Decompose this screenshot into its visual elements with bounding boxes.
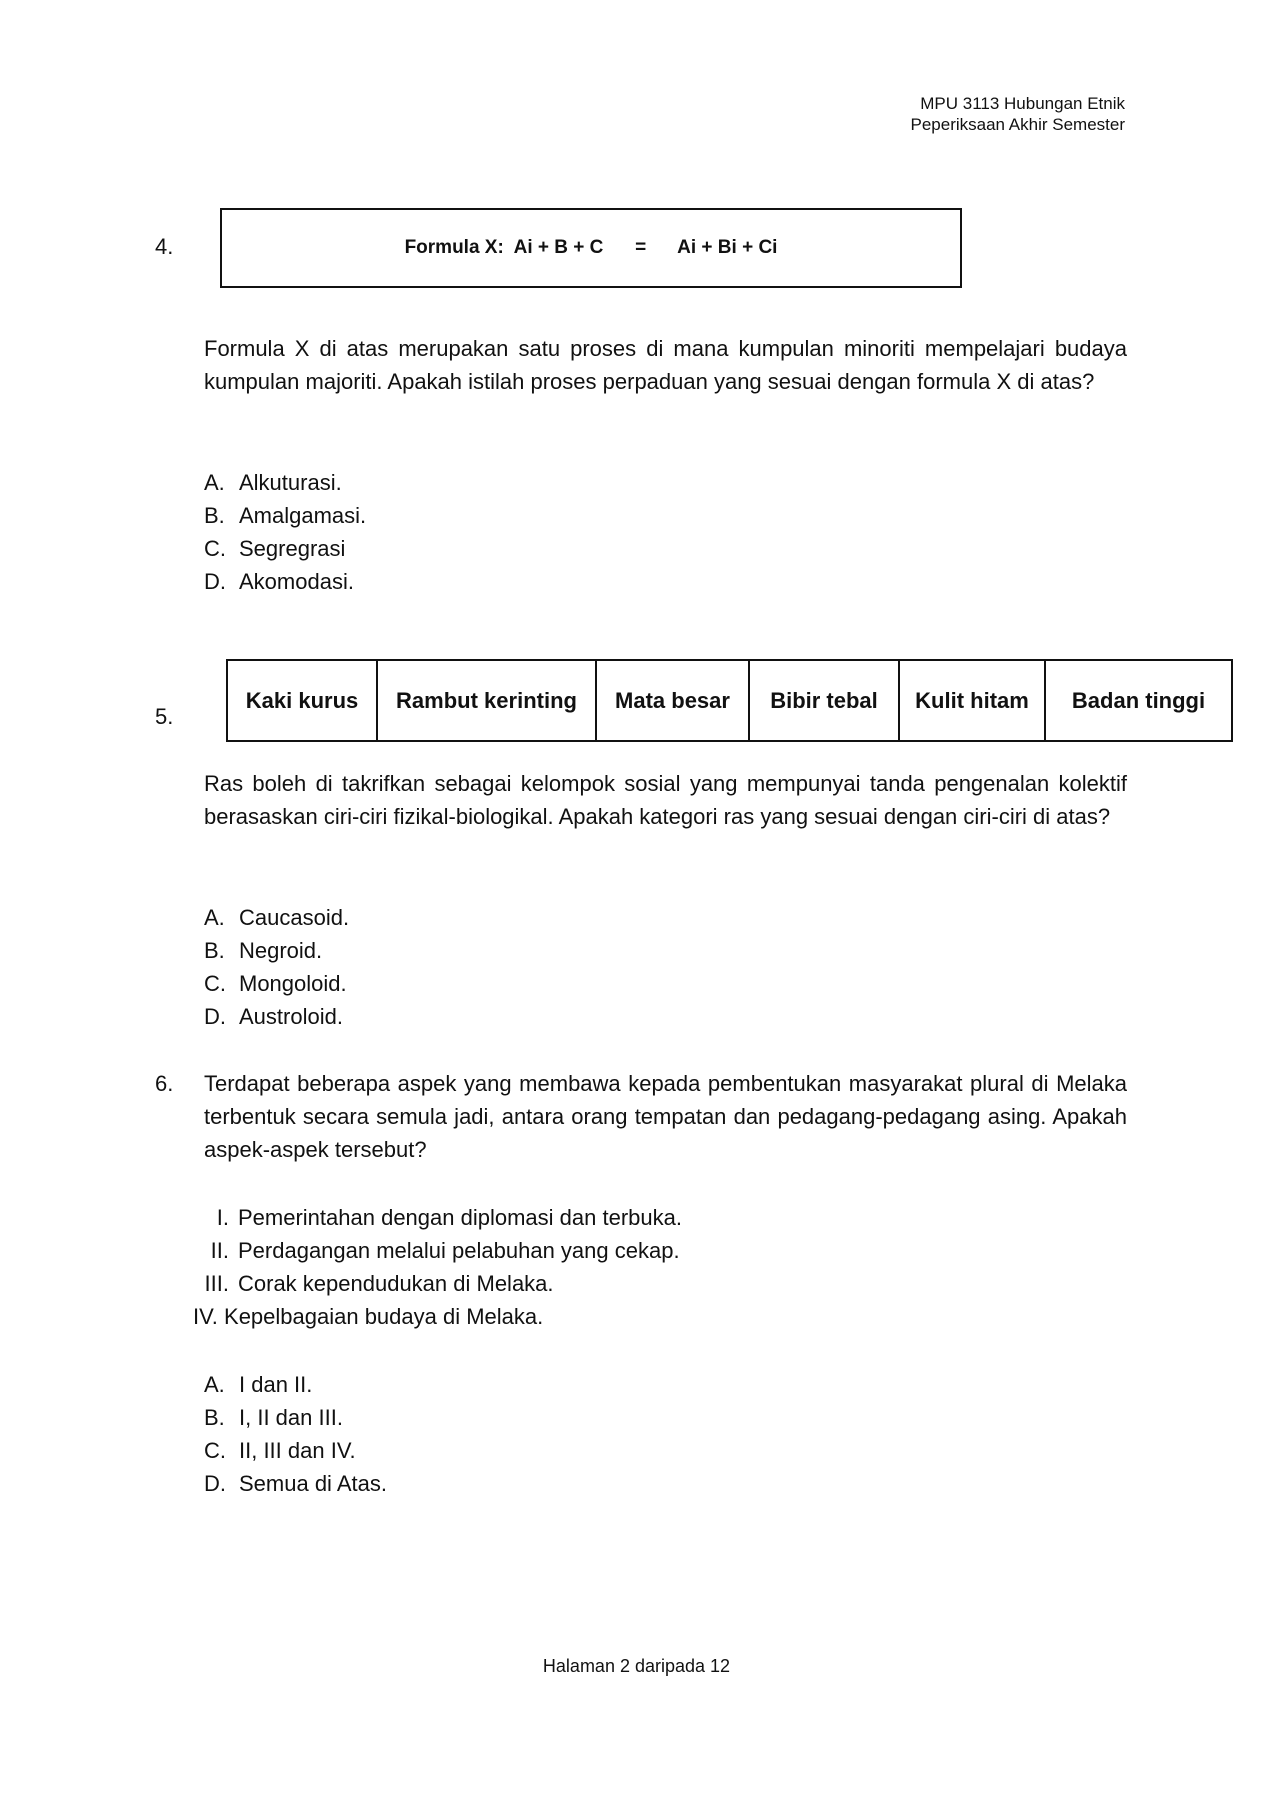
trait-cell: Badan tinggi [1045,660,1232,741]
formula-box [220,208,962,288]
option-c[interactable]: C. Segregrasi [204,536,346,561]
option-a[interactable]: A. Caucasoid. [204,905,350,930]
question-text: Formula X di atas merupakan satu proses di mana kumpulan minoriti mempelajari budaya kumpulan majoriti. Apakah istilah proses perpaduan yang sesuai dengan formula X di atas? [204,336,1127,394]
question-number: 6. [155,1071,174,1096]
option-c[interactable]: C. II, III dan IV. [204,1438,356,1463]
page-header [911,93,1126,135]
question-text: Terdapat beberapa aspek yang membawa kepada pembentukan masyarakat plural di Melaka terbentuk secara semula jadi, antara orang tempatan dan pedagang-pedagang asing. Apakah aspek-aspek tersebut? [204,1071,1127,1162]
option-a[interactable]: A. I dan II. [204,1372,313,1397]
trait-cell: Kaki kurus [227,660,377,741]
option-d[interactable]: D. Akomodasi. [204,569,354,594]
statement-item: III. Corak kependudukan di Melaka. [204,1271,554,1296]
traits-row [227,660,1232,741]
statement-list [185,1201,682,1333]
option-b[interactable]: B. Negroid. [204,938,323,963]
trait-cell: Bibir tebal [749,660,899,741]
question-number: 5. [155,704,174,729]
statement-item: II. Perdagangan melalui pelabuhan yang cekap. [210,1238,680,1263]
trait-cell: Mata besar [596,660,749,741]
course-title: MPU 3113 Hubungan Etnik [920,94,1125,113]
option-c[interactable]: C. Mongoloid. [204,971,347,996]
option-list [204,901,349,1033]
trait-cell: Kulit hitam [899,660,1045,741]
option-d[interactable]: D. Austroloid. [204,1004,343,1029]
formula-text: Formula X: Ai + B + C = Ai + Bi + Ci [404,237,778,258]
traits-table [226,659,1233,742]
option-d[interactable]: D. Semua di Atas. [204,1471,387,1496]
statement-item: I. Pemerintahan dengan diplomasi dan terbuka. [216,1205,682,1230]
exam-title: Peperiksaan Akhir Semester [910,115,1125,134]
question-text: Ras boleh di takrifkan sebagai kelompok sosial yang mempunyai tanda pengenalan kolektif berasaskan ciri-ciri fizikal-biologikal. Apakah kategori ras yang sesuai dengan ciri-ciri di atas? [204,771,1127,829]
option-a[interactable]: A. Alkuturasi. [204,470,342,495]
statement-item: IV. Kepelbagaian budaya di Melaka. [193,1304,544,1329]
page-footer: Halaman 2 daripada 12 [542,1656,731,1676]
option-b[interactable]: B. Amalgamasi. [204,503,367,528]
option-b[interactable]: B. I, II dan III. [204,1405,343,1430]
option-list [204,1368,387,1500]
question-number: 4. [155,234,174,259]
trait-cell: Rambut kerinting [377,660,596,741]
option-list [204,466,366,598]
